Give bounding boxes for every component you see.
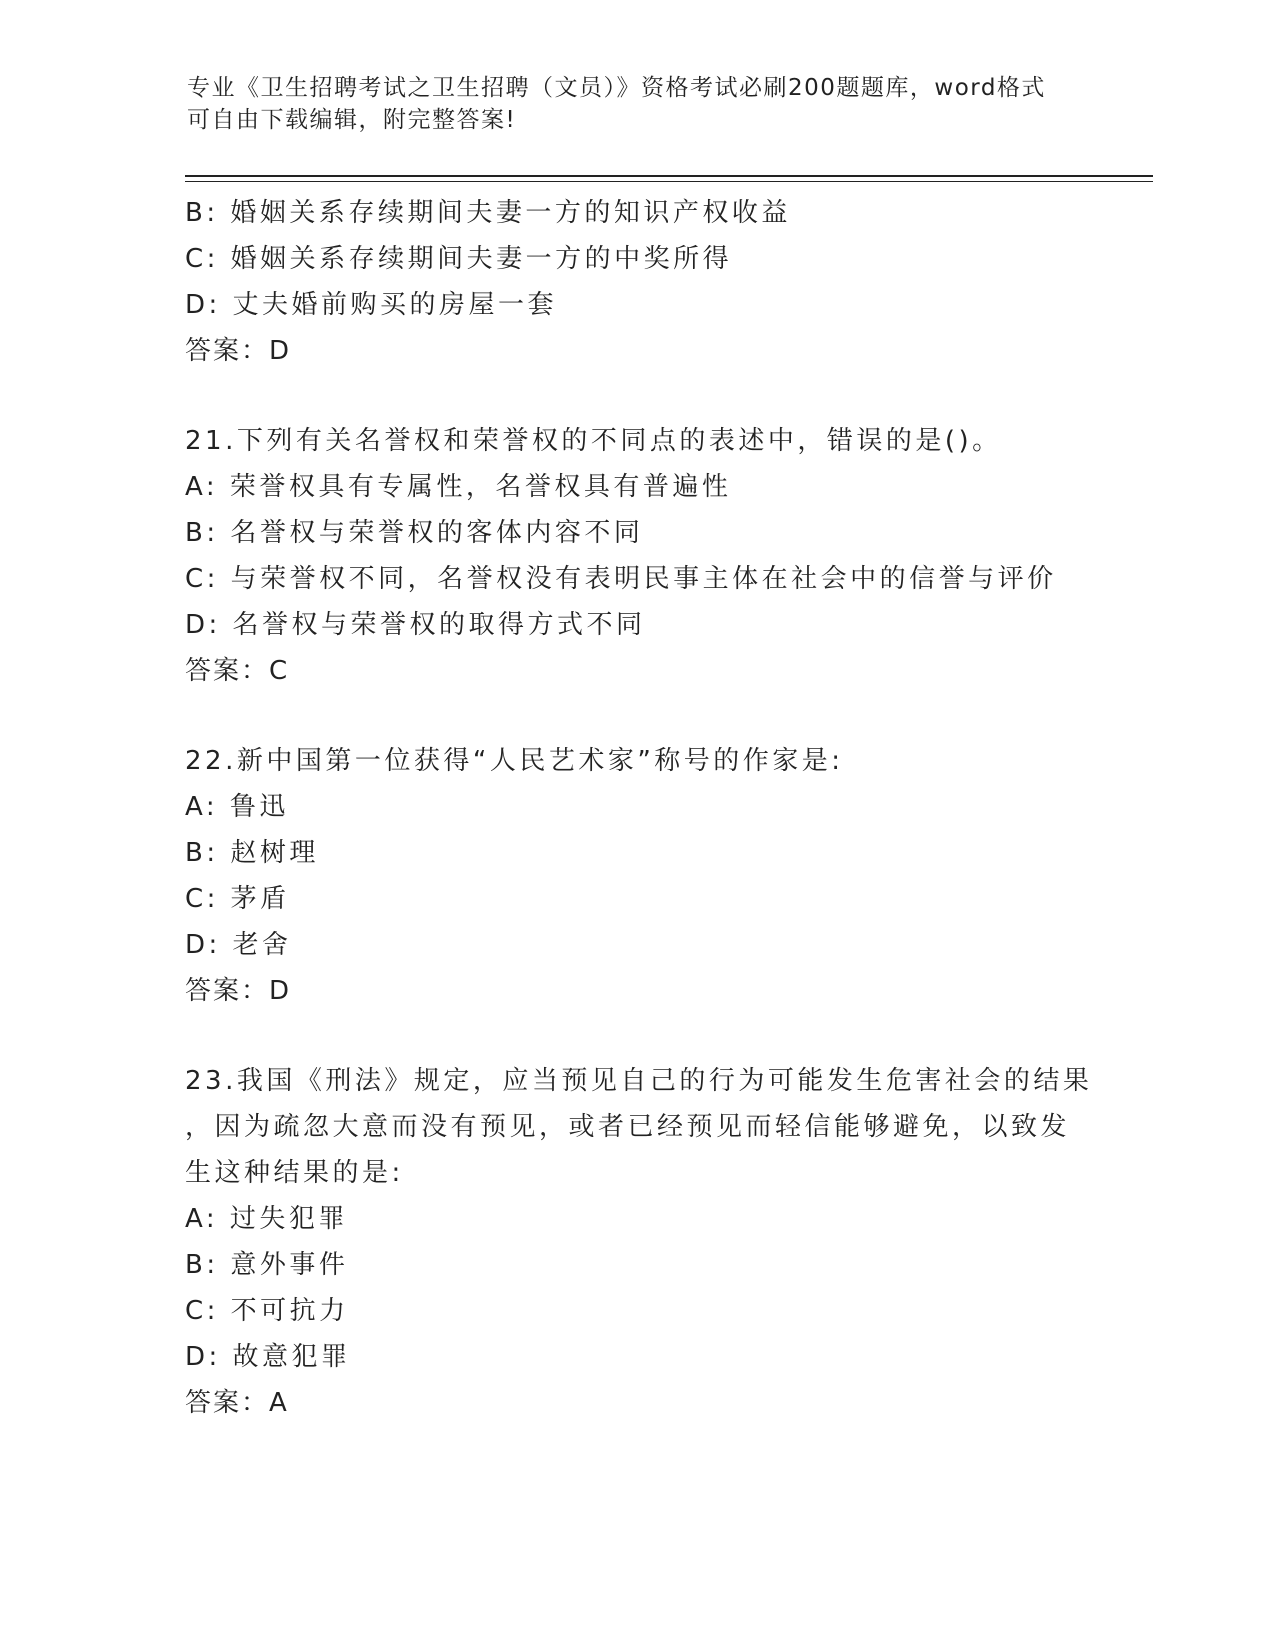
option-d: D: 老舍 [185, 930, 292, 960]
option-d: D: 名誉权与荣誉权的取得方式不同 [185, 610, 646, 640]
question-block-23 [185, 1058, 1093, 1426]
answer-line: 答案：D [185, 336, 292, 366]
header-divider-thick [185, 175, 1153, 177]
question-block-prev [185, 190, 1085, 374]
option-c: C: 与荣誉权不同，名誉权没有表明民事主体在社会中的信誉与评价 [185, 564, 1057, 594]
question-block-22 [185, 738, 1085, 1014]
option-a: A: 鲁迅 [185, 792, 289, 822]
option-c: C: 婚姻关系存续期间夫妻一方的中奖所得 [185, 244, 733, 274]
option-d: D: 丈夫婚前购买的房屋一套 [185, 290, 558, 320]
header-title-line-1: 专业《卫生招聘考试之卫生招聘（文员）》资格考试必刷200题题库，word格式 [187, 75, 1046, 101]
question-text-line-2: ，因为疏忽大意而没有预见，或者已经预见而轻信能够避免，以致发 [185, 1112, 1071, 1142]
option-b: B: 意外事件 [185, 1250, 349, 1280]
question-text-line-1: 23.我国《刑法》规定，应当预见自己的行为可能发生危害社会的结果 [185, 1066, 1093, 1096]
option-a: A: 荣誉权具有专属性，名誉权具有普遍性 [185, 472, 732, 502]
spacer [185, 374, 1085, 418]
question-list [185, 190, 1093, 1426]
option-b: B: 赵树理 [185, 838, 319, 868]
spacer [185, 1014, 1085, 1058]
question-text-line-3: 生这种结果的是: [185, 1158, 404, 1188]
header-title-line-2: 可自由下载编辑，附完整答案! [187, 107, 517, 133]
spacer [185, 694, 1085, 738]
option-a: A: 过失犯罪 [185, 1204, 348, 1234]
option-c: C: 茅盾 [185, 884, 290, 914]
question-block-21 [185, 418, 1085, 694]
answer-line: 答案：D [185, 976, 292, 1006]
option-c: C: 不可抗力 [185, 1296, 349, 1326]
option-b: B: 名誉权与荣誉权的客体内容不同 [185, 518, 644, 548]
header-divider-thin [185, 181, 1153, 182]
question-text: 21.下列有关名誉权和荣誉权的不同点的表述中，错误的是()。 [185, 426, 1002, 456]
option-d: D: 故意犯罪 [185, 1342, 351, 1372]
page-header [187, 72, 1087, 136]
option-b: B: 婚姻关系存续期间夫妻一方的知识产权收益 [185, 198, 791, 228]
question-text: 22.新中国第一位获得“人民艺术家”称号的作家是: [185, 746, 844, 776]
answer-line: 答案：A [185, 1388, 289, 1418]
answer-line: 答案：C [185, 656, 290, 686]
